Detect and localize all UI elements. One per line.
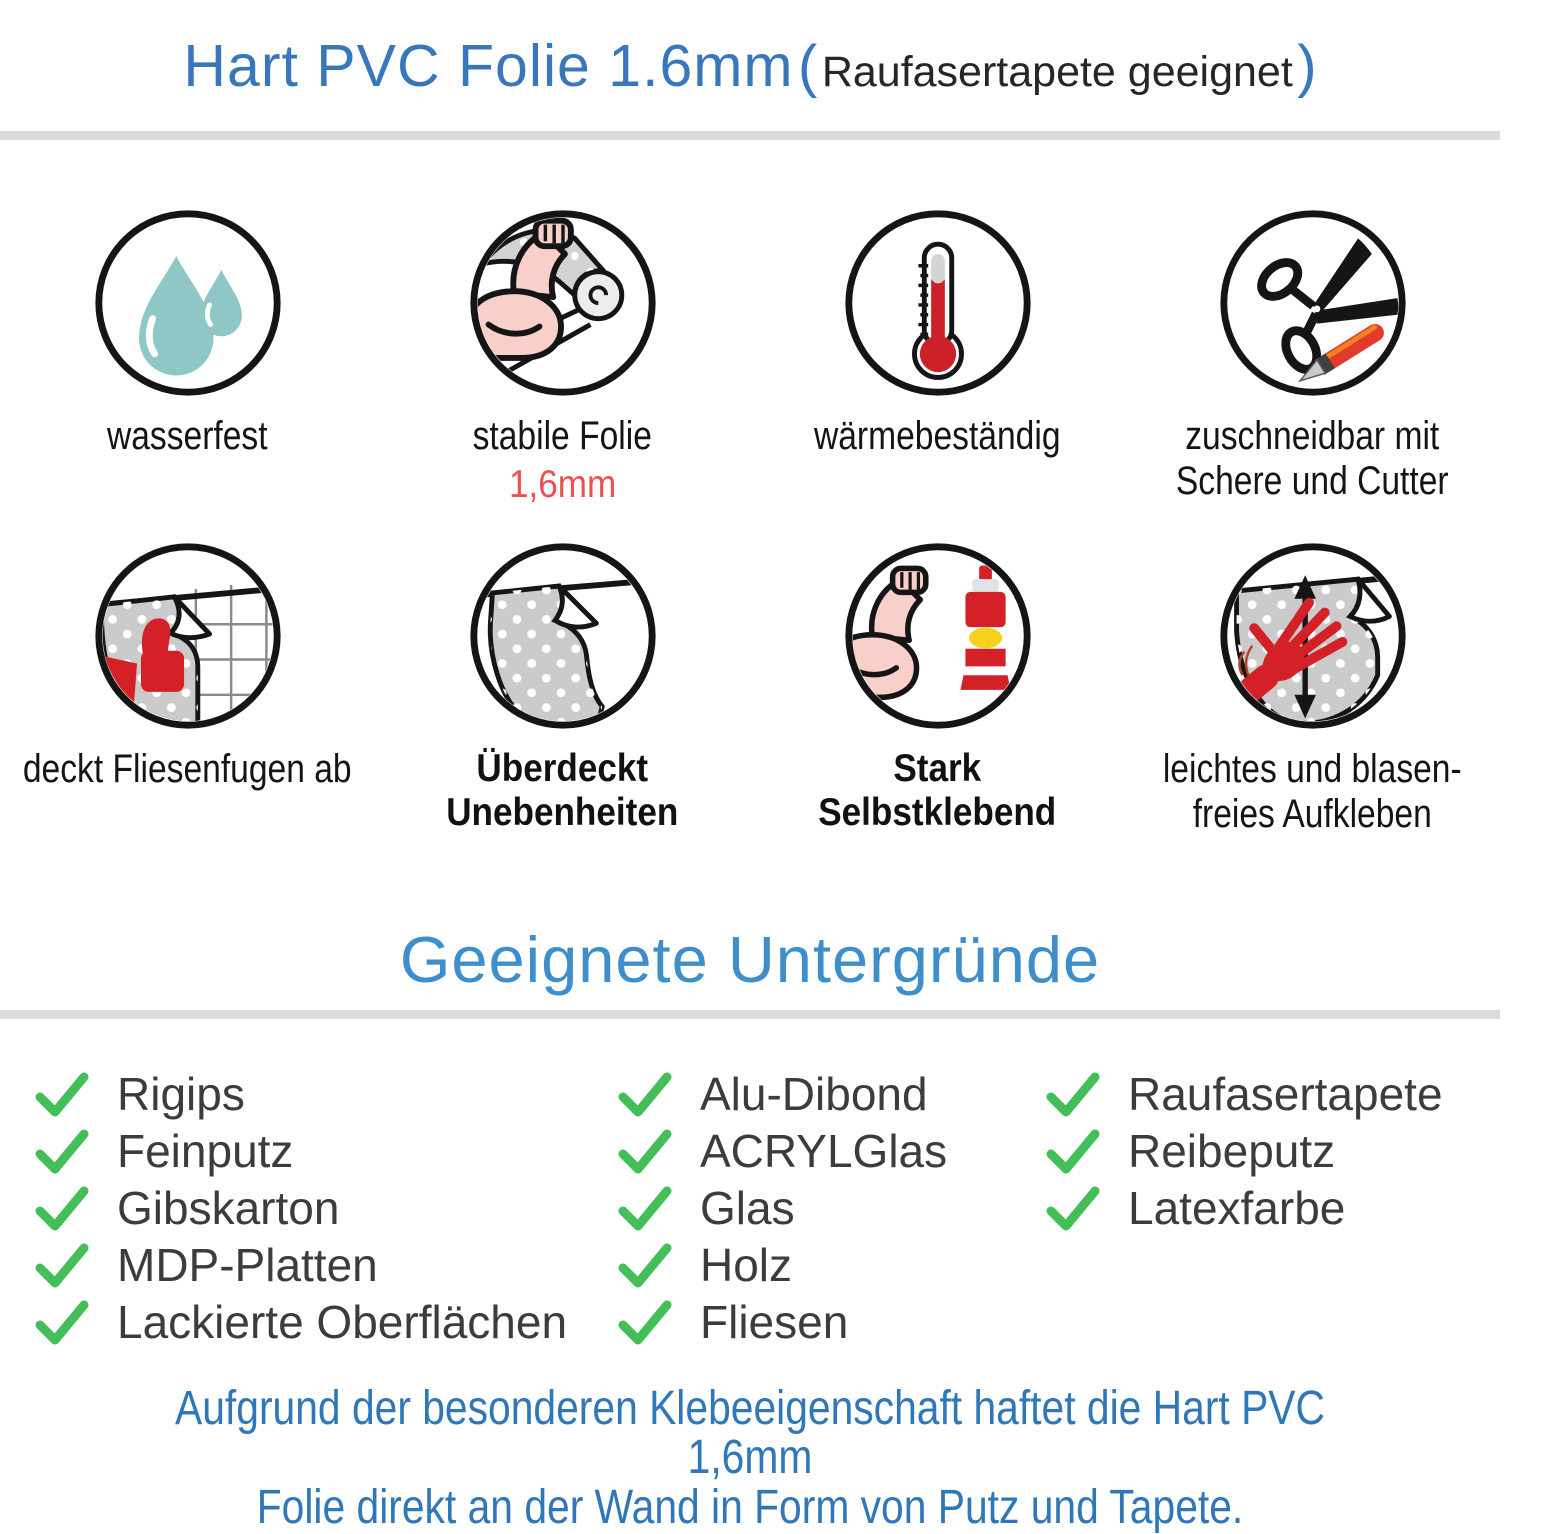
surface-item: [1046, 1125, 1443, 1177]
surface-item: [35, 1296, 568, 1348]
foil-covering-icon: [465, 538, 661, 734]
feature-label-line: Überdeckt: [476, 747, 649, 790]
scissors-cutter-icon: [1215, 205, 1411, 401]
surface-label: Lackierte Oberflächen: [117, 1296, 568, 1348]
surface-label: MDP-Platten: [117, 1239, 378, 1291]
surface-label: Rigips: [117, 1068, 245, 1120]
surface-label: Fliesen: [700, 1296, 849, 1348]
footer-line-2: Folie direkt an der Wand in Form von Putz und Tapete.: [256, 1480, 1244, 1534]
surfaces-column-1: [35, 1068, 568, 1348]
paren-close: ): [1297, 34, 1317, 99]
feature-label-line: Schere und Cutter: [1176, 458, 1449, 503]
checkmark-icon: [35, 1243, 89, 1287]
checkmark-icon: [618, 1243, 672, 1287]
thickness-value: 1,6mm: [508, 462, 617, 506]
surface-label: Gibskarton: [117, 1182, 340, 1234]
features-row-1: [0, 205, 1500, 507]
feature-label-line: deckt Fliesenfugen ab: [23, 747, 352, 791]
feature-label-line: Unebenheiten: [446, 790, 679, 834]
section-title: Geeignete Untergründe: [399, 923, 1101, 996]
footer-line-1: Aufgrund der besonderen Klebeeigenschaft haftet die Hart PVC 1,6mm: [175, 1382, 1325, 1485]
checkmark-icon: [35, 1300, 89, 1344]
surface-item: [618, 1239, 947, 1291]
divider: [0, 1010, 1500, 1019]
title-text: Hart PVC Folie 1.6mm: [183, 33, 794, 99]
water-drops-icon: [90, 205, 286, 401]
feature-label-line: wasserfest: [107, 414, 268, 458]
thermometer-icon: [840, 205, 1036, 401]
subtitle-text: Raufasertapete geeignet: [821, 48, 1293, 96]
checkmark-icon: [1046, 1186, 1100, 1230]
footer-note: [0, 1384, 1500, 1532]
features-row-2: [0, 538, 1500, 837]
page-title: [0, 32, 1500, 100]
surface-item: [618, 1296, 947, 1348]
surface-label: ACRYLGlas: [700, 1125, 948, 1177]
surface-item: [35, 1125, 567, 1177]
checkmark-icon: [618, 1072, 672, 1116]
feature-label-line: freies Aufkleben: [1192, 791, 1433, 836]
surface-item: [35, 1239, 567, 1291]
feature-label-line: zuschneidbar mit: [1185, 414, 1440, 458]
feature-selbstklebend: [750, 538, 1125, 837]
feature-stabile-folie: [375, 205, 750, 507]
muscle-arm-glue-icon: [840, 538, 1036, 734]
surface-item: [1046, 1182, 1443, 1234]
muscle-arm-foil-icon: [465, 205, 661, 401]
surfaces-column-2: [618, 1068, 948, 1348]
feature-label: [1076, 747, 1549, 837]
surface-label: Holz: [700, 1239, 793, 1291]
surface-item: [35, 1182, 567, 1234]
surface-label: Reibeputz: [1128, 1125, 1336, 1177]
surface-label: Raufasertapete: [1128, 1068, 1443, 1120]
feature-aufkleben: [1125, 538, 1500, 837]
surface-label: Feinputz: [117, 1125, 294, 1177]
feature-zuschneidbar: [1125, 205, 1500, 507]
surface-label: Glas: [700, 1182, 795, 1234]
paren-open: (: [798, 34, 818, 99]
feature-label-line: Stark: [893, 747, 982, 790]
feature-waermebestaendig: [750, 205, 1125, 507]
checkmark-icon: [1046, 1129, 1100, 1173]
tile-joints-thumb-icon: [90, 538, 286, 734]
surface-label: Latexfarbe: [1128, 1182, 1346, 1234]
surface-item: [618, 1182, 947, 1234]
checkmark-icon: [1046, 1072, 1100, 1116]
checkmark-icon: [618, 1186, 672, 1230]
surfaces-column-3: [1046, 1068, 1443, 1234]
surface-item: [618, 1125, 948, 1177]
feature-label-line: leichtes und blasen-: [1163, 747, 1462, 791]
feature-label: [1076, 414, 1549, 504]
surface-item: [35, 1068, 567, 1120]
hand-smoothing-icon: [1215, 538, 1411, 734]
checkmark-icon: [618, 1300, 672, 1344]
surface-item: [1046, 1068, 1443, 1120]
feature-label-line: stabile Folie: [472, 414, 653, 458]
surface-label: Alu-Dibond: [700, 1068, 928, 1120]
divider: [0, 131, 1500, 140]
checkmark-icon: [618, 1129, 672, 1173]
checkmark-icon: [35, 1186, 89, 1230]
feature-wasserfest: [0, 205, 375, 507]
surface-item: [618, 1068, 947, 1120]
feature-label-line: Selbstklebend: [818, 790, 1057, 834]
checkmark-icon: [35, 1072, 89, 1116]
feature-label-line: wärmebeständig: [814, 414, 1061, 458]
checkmark-icon: [35, 1129, 89, 1173]
